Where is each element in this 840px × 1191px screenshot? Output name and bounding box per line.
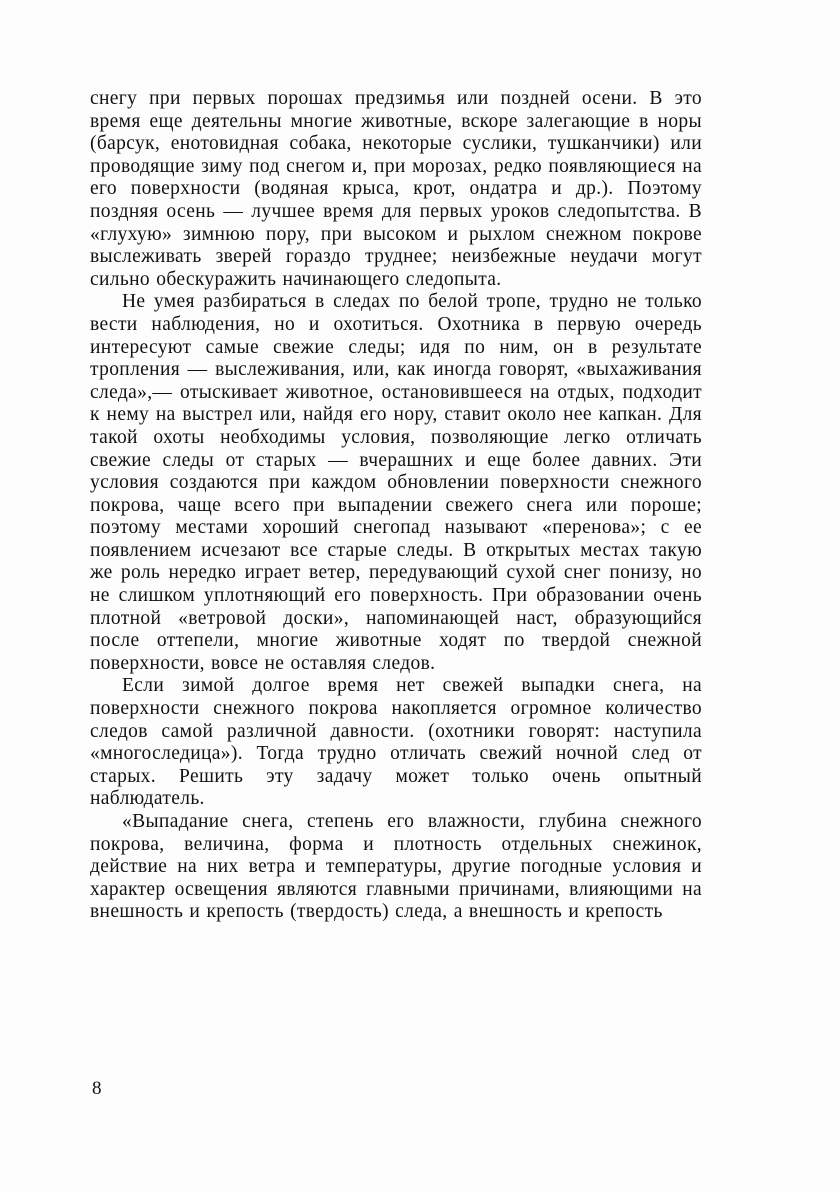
page-number: 8 (92, 1078, 102, 1099)
paragraph-3: Если зимой долгое время нет свежей выпадки снега, на поверхности снежного покрова накопляется огромное количество следов самой различной давности. (охотники говорят: наступила «многоследица»). Тогда трудно отличать свежий ночной след от старых. Решить эту задачу может только очень опытный наблюдатель. (90, 675, 702, 810)
body-text (90, 88, 702, 924)
paragraph-1: снегу при первых порошах предзимья или поздней осени. В это время еще деятельны многие животные, вскоре залегающие в норы (барсук, енотовидная собака, некоторые суслики, тушканчики) или проводящие зиму под снегом и, при морозах, редко появляющиеся на его поверхности (водяная крыса, крот, ондатра и др.). Поэтому поздняя осень — лучшее время для первых уроков следопытства. В «глухую» зимнюю пору, при высоком и рыхлом снежном покрове выслеживать зверей гораздо труднее; неизбежные неудачи могут сильно обескуражить начинающего следопыта. (90, 88, 702, 290)
paragraph-4: «Выпадание снега, степень его влажности, глубина снежного покрова, величина, форма и плотность отдельных снежинок, действие на них ветра и температуры, другие погодные условия и характер освещения являются главными причинами, влияющими на внешность и крепость (твердость) следа, а внешность и крепость (90, 811, 702, 923)
paragraph-2: Не умея разбираться в следах по белой тропе, трудно не только вести наблюдения, но и охотиться. Охотника в первую очередь интересуют самые свежие следы; идя по ним, он в результате тропления — выслеживания, или, как иногда говорят, «выхаживания следа»,— отыскивает животное, остановившееся на отдых, подходит к нему на выстрел или, найдя его нору, ставит около нее капкан. Для такой охоты необходимы условия, позволяющие легко отличать свежие следы от старых — вчерашних и еще более давних. Эти условия создаются при каждом обновлении поверхности снежного покрова, чаще всего при выпадении свежего снега или пороше; поэтому местами хороший снегопад называют «перенова»; с ее появлением исчезают все старые следы. В открытых местах такую же роль нередко играет ветер, передувающий сухой снег понизу, но не слишком уплотняющий его поверхность. При образовании очень плотной «ветровой доски», напоминающей наст, образующийся после оттепели, многие животные ходят по твердой снежной поверхности, вовсе не оставляя следов. (90, 291, 702, 674)
